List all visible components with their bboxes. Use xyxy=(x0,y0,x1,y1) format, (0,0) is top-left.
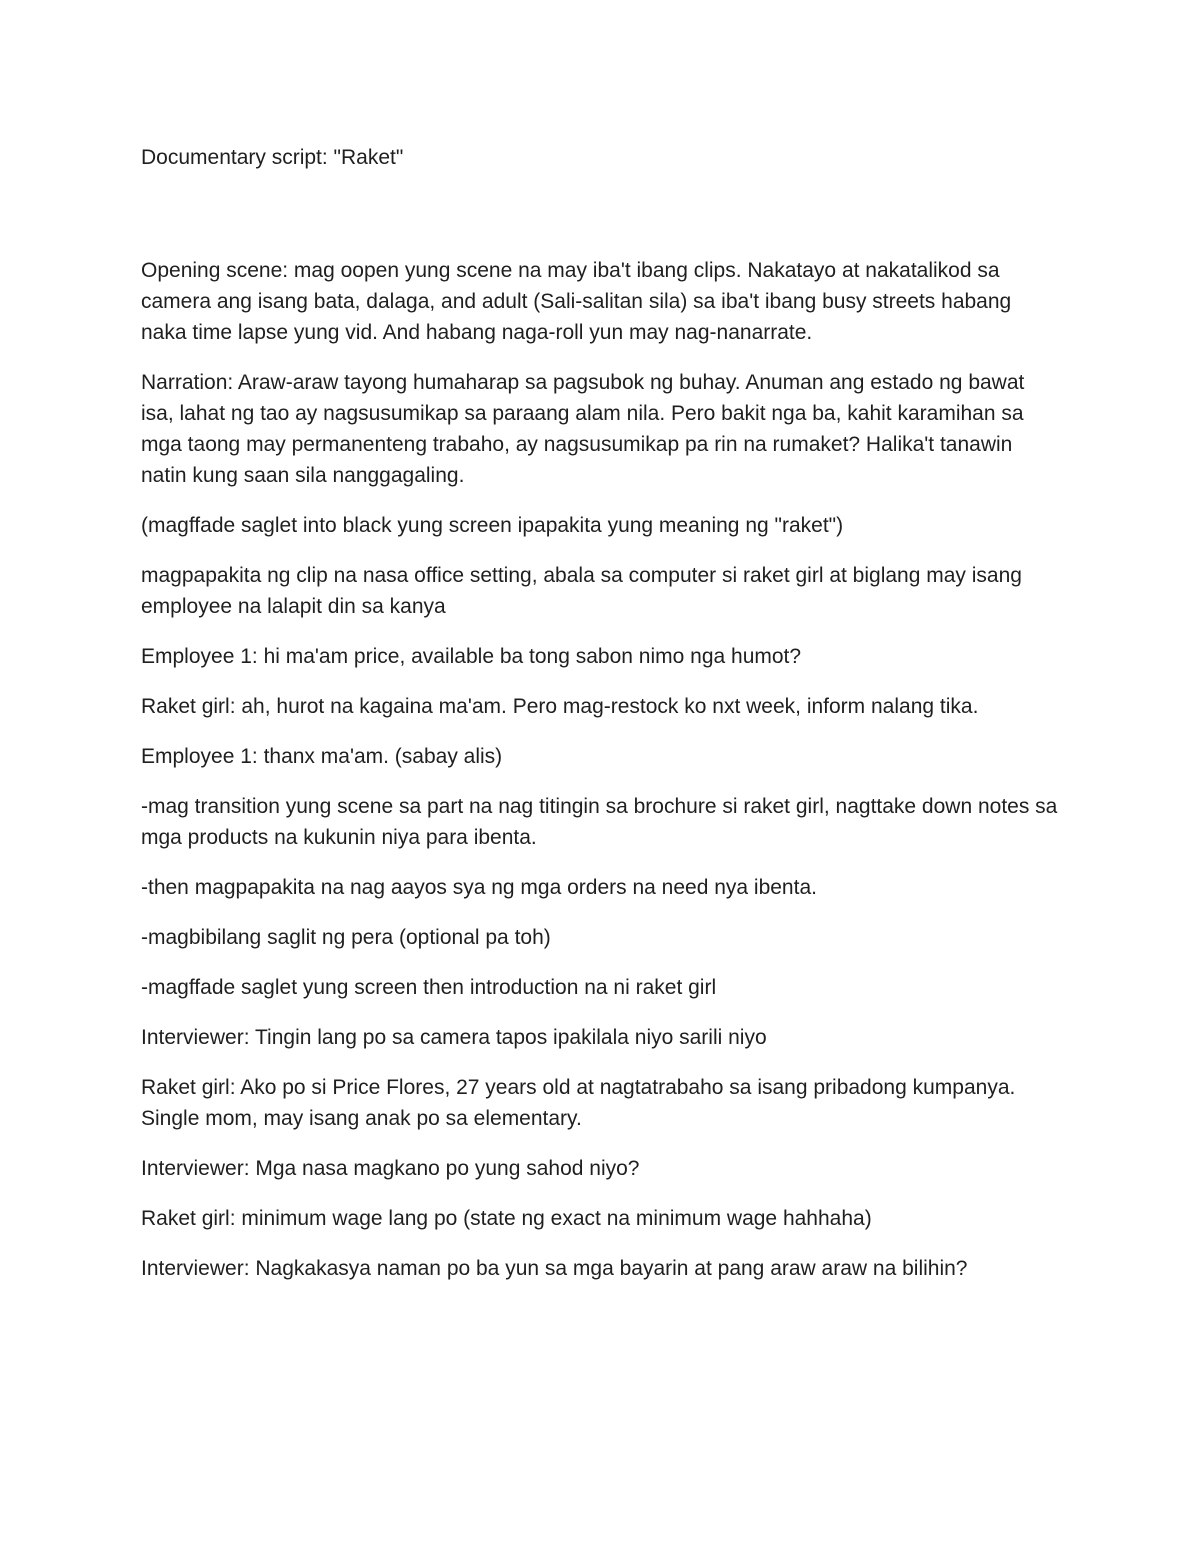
paragraph-interviewer-line-3: Interviewer: Nagkakasya naman po ba yun sa mga bayarin at pang araw araw na bilihin? xyxy=(141,1257,968,1280)
paragraph-money-note: -magbibilang saglit ng pera (optional pa toh) xyxy=(141,926,551,949)
paragraph-fade-note: (magffade saglet into black yung screen ipapakita yung meaning ng "raket") xyxy=(141,514,844,537)
paragraph-narration: Narration: Araw-araw tayong humaharap sa pagsubok ng buhay. Anuman ang estado ng bawat isa, lahat ng tao ay nagsusumikap sa paraang alam nila. Pero bakit nga ba, kahit karamihan sa mga taong may permanenteng trabaho, ay nagsusumikap pa rin na rumaket? Halika't tanawin natin kung saan sila nanggagaling. xyxy=(141,371,1025,487)
paragraph-transition-note: -mag transition yung scene sa part na nag titingin sa brochure si raket girl, nagttake down notes sa mga products na kukunin niya para ibenta. xyxy=(141,795,1058,849)
paragraph-interviewer-line-1: Interviewer: Tingin lang po sa camera tapos ipakilala niyo sarili niyo xyxy=(141,1026,767,1049)
document-title: Documentary script: "Raket" xyxy=(141,146,404,169)
paragraph-raket-girl-line-1: Raket girl: ah, hurot na kagaina ma'am. Pero mag-restock ko nxt week, inform nalang tika. xyxy=(141,695,979,718)
paragraph-introduction-note: -magffade saglet yung screen then introduction na ni raket girl xyxy=(141,976,717,999)
paragraph-interviewer-line-2: Interviewer: Mga nasa magkano po yung sahod niyo? xyxy=(141,1157,640,1180)
paragraph-raket-girl-line-3: Raket girl: minimum wage lang po (state ng exact na minimum wage hahhaha) xyxy=(141,1207,872,1230)
paragraph-office-clip: magpapakita ng clip na nasa office setting, abala sa computer si raket girl at biglang may isang employee na lalapit din sa kanya xyxy=(141,564,1022,618)
paragraph-employee-line-2: Employee 1: thanx ma'am. (sabay alis) xyxy=(141,745,503,768)
paragraph-employee-line-1: Employee 1: hi ma'am price, available ba tong sabon nimo nga humot? xyxy=(141,645,802,668)
paragraph-opening-scene: Opening scene: mag oopen yung scene na may iba't ibang clips. Nakatayo at nakatalikod sa camera ang isang bata, dalaga, and adult (Sali-salitan sila) sa iba't ibang busy streets habang naka time lapse yung vid. And habang naga-roll yun may nag-nanarrate. xyxy=(141,259,1012,344)
paragraph-raket-girl-line-2: Raket girl: Ako po si Price Flores, 27 years old at nagtatrabaho sa isang pribadong kumpanya. Single mom, may isang anak po sa elementary. xyxy=(141,1076,1016,1130)
paragraph-orders-note: -then magpapakita na nag aayos sya ng mga orders na need nya ibenta. xyxy=(141,876,817,899)
